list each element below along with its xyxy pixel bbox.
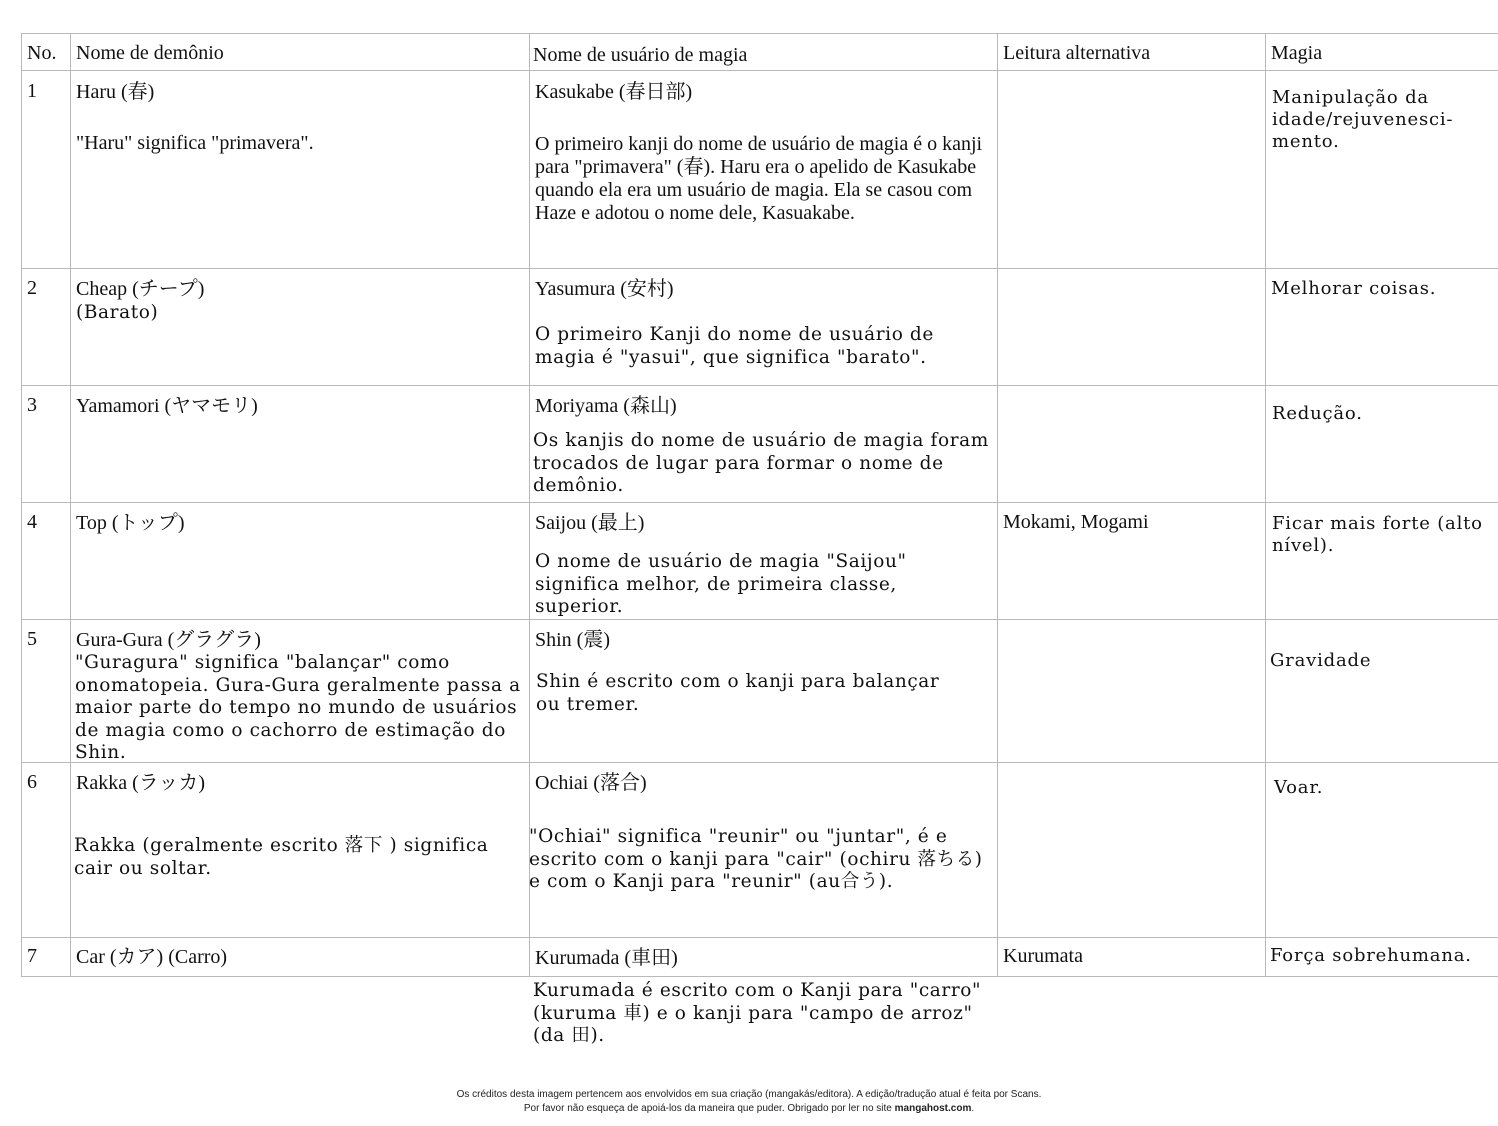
user-description: "Ochiai" significa "reunir" ou "juntar", é e escrito com o kanji para "cair" (ochiru 落ちる) e com o Kanji para "reunir" (au合う). xyxy=(529,826,983,892)
demon-description: Rakka (geralmente escrito 落下 ) significa cair ou soltar. xyxy=(74,835,489,879)
row-number: 2 xyxy=(27,277,37,299)
user-name: Kasukabe (春日部) xyxy=(535,81,693,103)
demon-name: Yamamori (ヤマモリ) xyxy=(76,395,258,417)
user-name: Saijou (最上) xyxy=(535,512,645,534)
magic: Voar. xyxy=(1274,777,1324,798)
demon-description: "Haru" significa "primavera". xyxy=(76,132,314,154)
table-border xyxy=(21,70,1498,71)
header-magic: Magia xyxy=(1271,42,1323,64)
row-number: 3 xyxy=(27,394,37,416)
magic: Redução. xyxy=(1272,403,1363,424)
table-border xyxy=(1265,33,1266,977)
user-description: Os kanjis do nome de usuário de magia foram trocados de lugar para formar o nome de demônio. xyxy=(533,430,989,496)
user-description: O nome de usuário de magia "Saijou" significa melhor, de primeira classe, superior. xyxy=(535,551,907,617)
row-number: 5 xyxy=(27,628,37,650)
support-line xyxy=(0,1101,1498,1116)
user-name: Shin (震) xyxy=(535,629,610,651)
header-user-name: Nome de usuário de magia xyxy=(533,44,748,66)
alt-reading: Kurumata xyxy=(1003,945,1083,967)
table-border xyxy=(21,502,1498,503)
row-number: 7 xyxy=(27,945,37,967)
table-border xyxy=(21,33,1498,34)
user-description: O primeiro Kanji do nome de usuário de magia é "yasui", que significa "barato". xyxy=(535,324,934,368)
demon-description: "Guragura" significa "balançar" como onomatopeia. Gura-Gura geralmente passa a maior parte do tempo no mundo de usuários de magia como o cachorro de estimação do Shin. xyxy=(75,652,521,763)
header-demon-name: Nome de demônio xyxy=(76,42,224,64)
magic: Ficar mais forte (alto nível). xyxy=(1272,513,1483,556)
row-number: 1 xyxy=(27,80,37,102)
support-suffix: . xyxy=(971,1103,975,1114)
table-border xyxy=(997,33,998,977)
demon-description: (Barato) xyxy=(76,302,159,323)
user-name: Ochiai (落合) xyxy=(535,772,647,794)
user-description: Shin é escrito com o kanji para balançar ou tremer. xyxy=(536,671,940,715)
table-border xyxy=(21,937,1498,938)
demon-name: Rakka (ラッカ) xyxy=(76,772,206,794)
site-link[interactable]: mangahost.com xyxy=(894,1103,972,1114)
row-number: 6 xyxy=(27,771,37,793)
user-name: Yasumura (安村) xyxy=(535,278,674,300)
header-alt-reading: Leitura alternativa xyxy=(1003,42,1151,64)
table-border xyxy=(70,33,71,977)
header-no: No. xyxy=(27,42,57,64)
user-description: O primeiro kanji do nome de usuário de magia é o kanji para "primavera" (春). Haru era o apelido de Kasukabe quando ela era um usuário de magia. Ela se casou com Haze e adotou o nome dele, Kasuakabe. xyxy=(535,133,983,224)
user-name: Moriyama (森山) xyxy=(535,395,677,417)
table-border xyxy=(21,268,1498,269)
demon-name: Haru (春) xyxy=(76,81,155,103)
table-border xyxy=(21,33,22,977)
demon-name: Car (カア) (Carro) xyxy=(76,946,228,968)
user-name: Kurumada (車田) xyxy=(535,947,678,969)
table-border xyxy=(21,385,1498,386)
demon-name: Top (トップ) xyxy=(76,512,185,534)
credits-line: Os créditos desta imagem pertencem aos envolvidos em sua criação (mangakás/editora). A edição/tradução atual é feita por Scans. xyxy=(456,1089,1042,1100)
row-number: 4 xyxy=(27,511,37,533)
support-text: Por favor não esqueça de apoiá-los da maneira que puder. Obrigado por ler no site xyxy=(523,1103,895,1114)
alt-reading: Mokami, Mogami xyxy=(1003,511,1149,533)
demon-name: Gura-Gura (グラグラ) xyxy=(76,629,261,651)
table-border xyxy=(21,976,1498,977)
magic: Força sobrehumana. xyxy=(1270,945,1472,966)
table-border xyxy=(21,619,1498,620)
demon-name: Cheap (チープ) xyxy=(76,278,205,300)
user-description: Kurumada é escrito com o Kanji para "carro" (kuruma 車) e o kanji para "campo de arroz" (da 田). xyxy=(533,980,982,1046)
magic: Gravidade xyxy=(1270,650,1372,671)
magic: Manipulação da idade/rejuvenesci-mento. xyxy=(1272,87,1454,152)
magic: Melhorar coisas. xyxy=(1271,278,1437,299)
